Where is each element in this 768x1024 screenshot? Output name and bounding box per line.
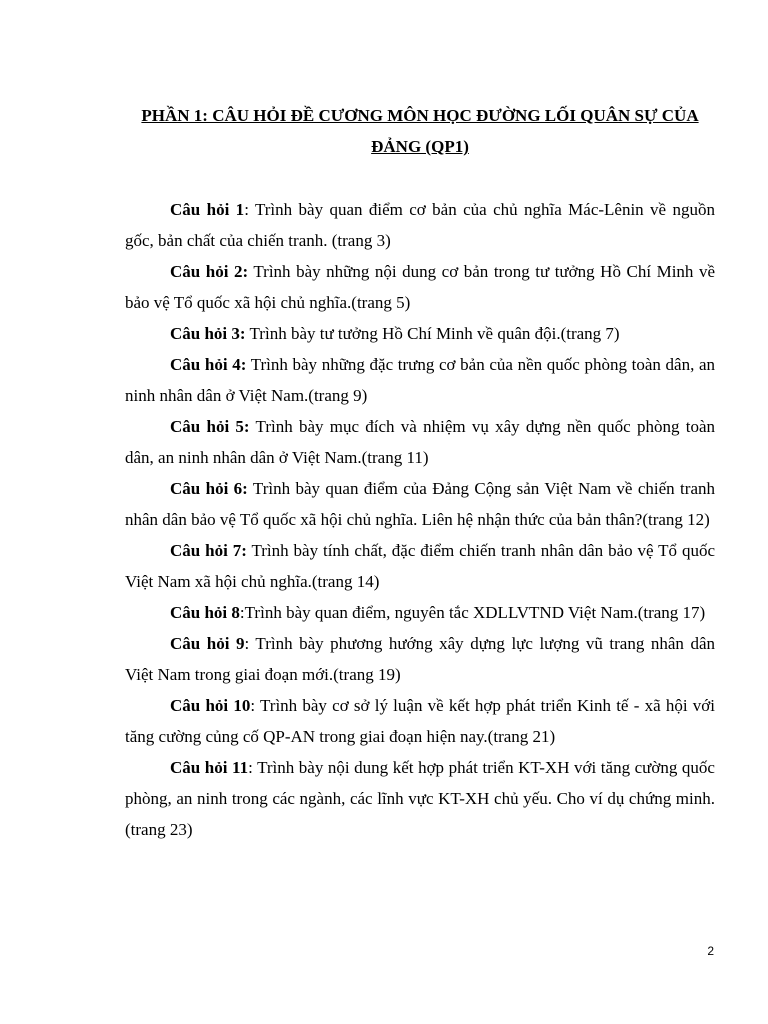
question-item: [125, 752, 715, 845]
question-text: Trình bày quan điểm của Đảng Cộng sản Việt Nam về chiến tranh nhân dân bảo vệ Tổ quốc xã hội chủ nghĩa. Liên hệ nhận thức của bản thân?(trang 12): [125, 479, 715, 529]
question-item: [125, 690, 715, 752]
question-text: : Trình bày phương hướng xây dựng lực lượng vũ trang nhân dân Việt Nam trong giai đoạn mới.(trang 19): [125, 634, 715, 684]
question-label: Câu hỏi 9: [170, 634, 245, 653]
question-item: [125, 411, 715, 473]
question-text: :Trình bày quan điểm, nguyên tắc XDLLVTND Việt Nam.(trang 17): [239, 603, 706, 622]
question-text: : Trình bày cơ sở lý luận về kết hợp phát triển Kinh tế - xã hội với tăng cường củng cố QP-AN trong giai đoạn hiện nay.(trang 21): [125, 696, 715, 746]
question-text: Trình bày những nội dung cơ bản trong tư tưởng Hồ Chí Minh về bảo vệ Tổ quốc xã hội chủ nghĩa.(trang 5): [125, 262, 715, 312]
document-title: PHẦN 1: CÂU HỎI ĐỀ CƯƠNG MÔN HỌC ĐƯỜNG LỐI QUÂN SỰ CỦA ĐẢNG (QP1): [141, 106, 699, 156]
question-item: [125, 628, 715, 690]
question-label: Câu hỏi 5:: [170, 417, 250, 436]
question-item: [125, 349, 715, 411]
question-item: [125, 597, 715, 628]
question-label: Câu hỏi 1: [170, 200, 245, 219]
question-text: Trình bày tính chất, đặc điểm chiến tranh nhân dân bảo vệ Tổ quốc Việt Nam xã hội chủ nghĩa.(trang 14): [125, 541, 715, 591]
question-text: : Trình bày nội dung kết hợp phát triển KT-XH với tăng cường quốc phòng, an ninh trong các ngành, các lĩnh vực KT-XH chủ yếu. Cho ví dụ chứng minh.(trang 23): [125, 758, 715, 839]
question-item: [125, 256, 715, 318]
question-label: Câu hỏi 10: [170, 696, 251, 715]
question-label: Câu hỏi 2:: [170, 262, 249, 281]
question-item: [125, 535, 715, 597]
question-text: : Trình bày quan điểm cơ bản của chủ nghĩa Mác-Lênin về nguồn gốc, bản chất của chiến tranh. (trang 3): [125, 200, 715, 250]
question-label: Câu hỏi 4:: [170, 355, 247, 374]
question-label: Câu hỏi 3:: [170, 324, 246, 343]
question-item: [125, 318, 715, 349]
question-label: Câu hỏi 6:: [170, 479, 248, 498]
question-text: Trình bày tư tưởng Hồ Chí Minh về quân đội.(trang 7): [245, 324, 620, 343]
question-list: [125, 194, 715, 845]
question-item: [125, 473, 715, 535]
page-number: 2: [707, 944, 714, 958]
question-label: Câu hỏi 11: [170, 758, 249, 777]
question-text: Trình bày những đặc trưng cơ bản của nền quốc phòng toàn dân, an ninh nhân dân ở Việt Nam.(trang 9): [125, 355, 715, 405]
question-text: Trình bày mục đích và nhiệm vụ xây dựng nền quốc phòng toàn dân, an ninh nhân dân ở Việt Nam.(trang 11): [125, 417, 715, 467]
question-label: Câu hỏi 7:: [170, 541, 247, 560]
question-label: Câu hỏi 8: [170, 603, 240, 622]
question-item: [125, 194, 715, 256]
